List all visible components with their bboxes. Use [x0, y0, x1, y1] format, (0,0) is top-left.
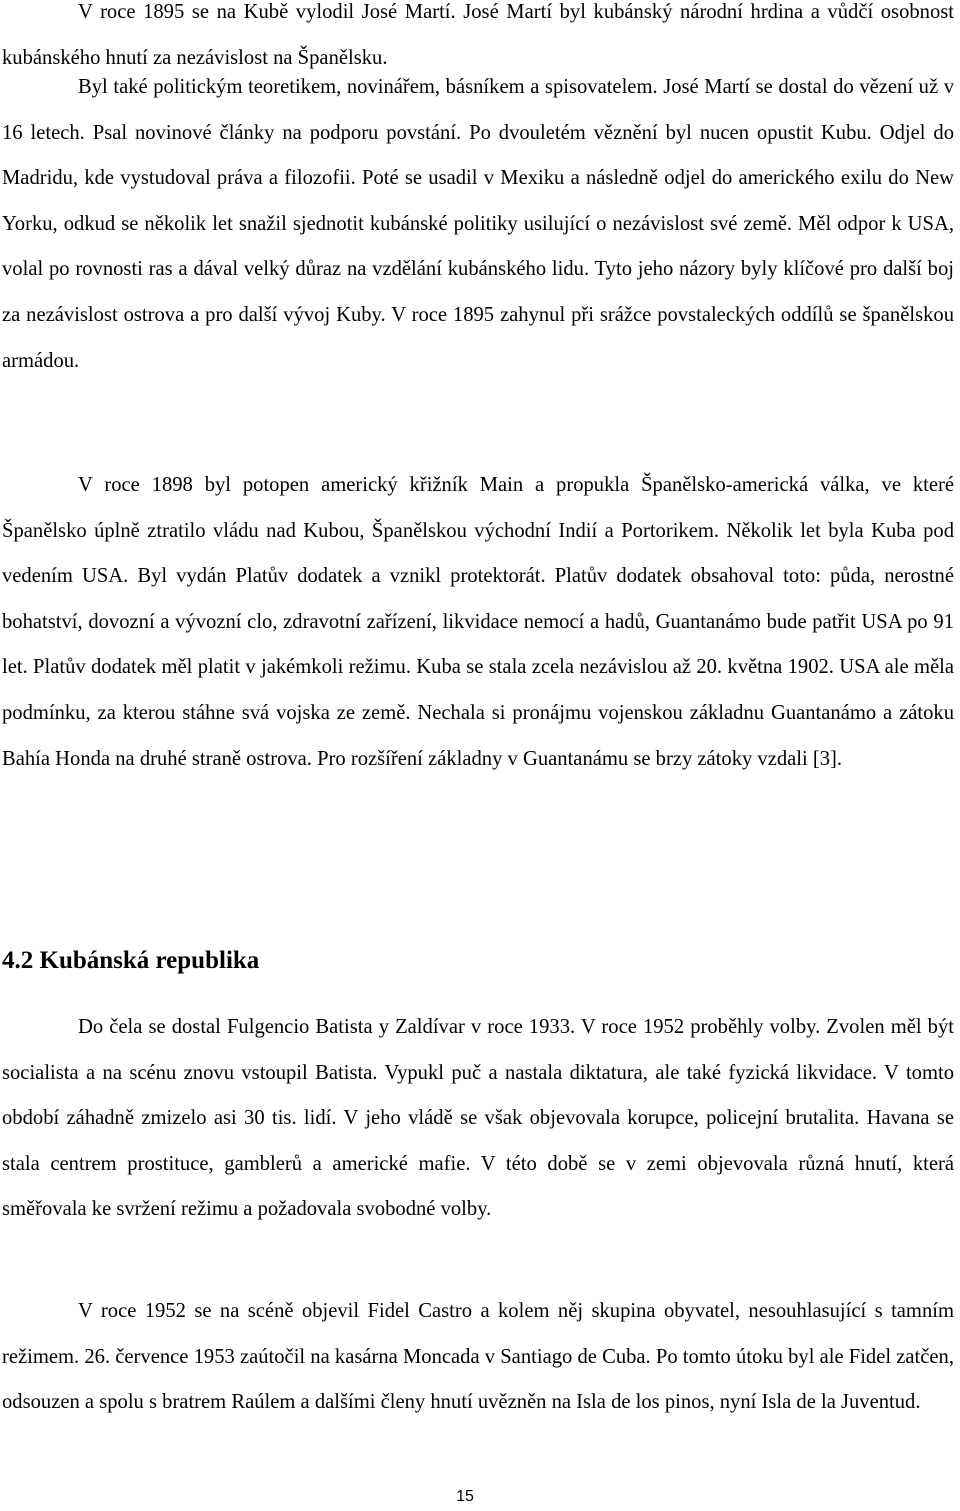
paragraph-marti-intro: V roce 1895 se na Kubě vylodil José Martí. José Martí byl kubánský národní hrdina a vůdčí osobnost kubánského hnutí za nezávislost na Španělsku.	[2, 1, 954, 69]
paragraph-marti-biography: Byl také politickým teoretikem, novinářem, básníkem a spisovatelem. José Martí se dostal do vězení už v 16 letech. Psal novinové články na podporu povstání. Po dvouletém věznění byl nucen opustit Kubu. Odjel do Madridu, kde vystudoval práva a filozofii. Poté se usadil v Mexiku a následně odjel do amerického exilu do New Yorku, odkud se několik let snažil sjednotit kubánské politiky usilující o nezávislost své země. Měl odpor k USA, volal po rovnosti ras a dával velký důraz na vzdělání kubánského lidu. Tyto jeho názory byly klíčové pro další boj za nezávislost ostrova a pro další vývoj Kuby. V roce 1895 zahynul při srážce povstaleckých oddílů se španělskou armádou.	[2, 76, 954, 372]
paragraph-spanish-american-war: V roce 1898 byl potopen americký křižník Main a propukla Španělsko-americká válka, ve které Španělsko úplně ztratilo vládu nad Kubou, Španělskou východní Indií a Portorikem. Několik let byla Kuba pod vedením USA. Byl vydán Platův dodatek a vznikl protektorát. Platův dodatek obsahoval toto: půda, nerostné bohatství, dovozní a vývozní clo, zdravotní zařízení, likvidace nemocí a hadů, Guantanámo bude patřit USA po 91 let. Platův dodatek měl platit v jakémkoli režimu. Kuba se stala zcela nezávislou až 20. května 1902. USA ale měla podmínku, za kterou stáhne svá vojska ze země. Nechala si pronájmu vojenskou základnu Guantanámo a zátoku Bahía Honda na druhé straně ostrova. Pro rozšíření základny v Guantanámu se brzy zátoky vzdali [3].	[2, 474, 954, 770]
section-heading: 4.2 Kubánská republika	[2, 947, 260, 974]
page-number: 15	[456, 1488, 474, 1505]
paragraph-batista: Do čela se dostal Fulgencio Batista y Zaldívar v roce 1933. V roce 1952 proběhly volby. Zvolen měl být socialista a na scénu znovu vstoupil Batista. Vypukl puč a nastala diktatura, ale také fyzická likvidace. V tomto období záhadně zmizelo asi 30 tis. lidí. V jeho vládě se však objevovala korupce, policejní brutalita. Havana se stala centrem prostituce, gamblerů a americké mafie. V této době se v zemi objevovala různá hnutí, která směřovala ke svržení režimu a požadovala svobodné volby.	[2, 1016, 954, 1221]
paragraph-castro: V roce 1952 se na scéně objevil Fidel Castro a kolem něj skupina obyvatel, nesouhlasující s tamním režimem. 26. července 1953 zaútočil na kasárna Moncada v Santiago de Cuba. Po tomto útoku byl ale Fidel zatčen, odsouzen a spolu s bratrem Raúlem a dalšími členy hnutí uvězněn na Isla de los pinos, nyní Isla de la Juventud.	[2, 1300, 954, 1414]
